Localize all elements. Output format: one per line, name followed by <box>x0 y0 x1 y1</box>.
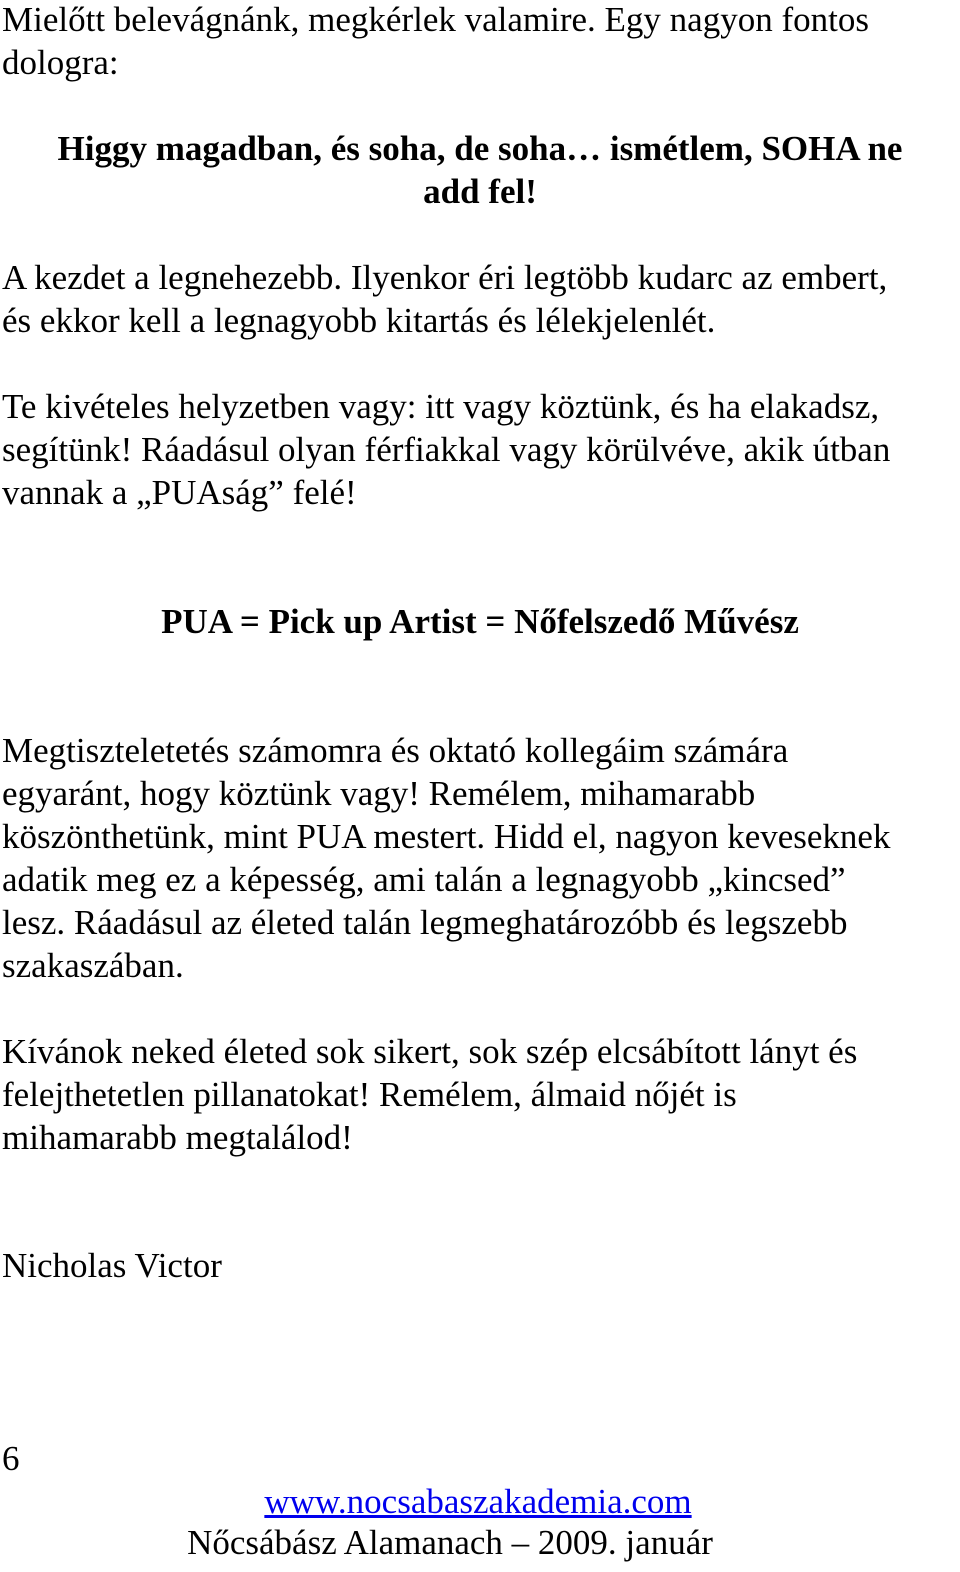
signature: Nicholas Victor <box>2 1246 222 1285</box>
page-number: 6 <box>2 1439 20 1478</box>
honor-line-2: egyaránt, hogy köztünk vagy! Remélem, mihamarabb <box>2 774 756 813</box>
start-line-2: és ekkor kell a legnagyobb kitartás és lélekjelenlét. <box>2 301 716 340</box>
wishes-line-2: felejthetetlen pillanatokat! Remélem, álmaid nőjét is <box>2 1075 737 1114</box>
intro-line-1: Mielőtt belevágnánk, megkérlek valamire. Egy nagyon fontos <box>2 0 869 39</box>
pua-definition: PUA = Pick up Artist = Nőfelszedő Művész <box>161 602 799 641</box>
wishes-line-1: Kívánok neked életed sok sikert, sok szép elcsábított lányt és <box>2 1032 858 1071</box>
motto-line-1: Higgy magadban, és soha, de soha… ismétlem, SOHA ne <box>57 129 903 168</box>
website-link[interactable]: www.nocsabaszakademia.com <box>264 1482 692 1521</box>
start-line-1: A kezdet a legnehezebb. Ilyenkor éri legtöbb kudarc az embert, <box>2 258 888 297</box>
honor-line-1: Megtiszteletetés számomra és oktató kollegáim számára <box>2 731 789 770</box>
situation-line-2: segítünk! Ráadásul olyan férfiakkal vagy körülvéve, akik útban <box>2 430 891 469</box>
motto-line-2: add fel! <box>423 172 537 211</box>
situation-line-1: Te kivételes helyzetben vagy: itt vagy köztünk, és ha elakadsz, <box>2 387 880 426</box>
honor-line-5: lesz. Ráadásul az életed talán legmeghatározóbb és legszebb <box>2 903 848 942</box>
honor-line-4: adatik meg ez a képesség, ami talán a legnagyobb „kincsed” <box>2 860 846 899</box>
intro-line-2: dologra: <box>2 43 119 82</box>
footer-website-row <box>0 1480 958 1523</box>
footer-publication: Nőcsábász Alamanach – 2009. január <box>187 1523 713 1562</box>
wishes-line-3: mihamarabb megtalálod! <box>2 1118 353 1157</box>
honor-line-6: szakaszában. <box>2 946 184 985</box>
honor-line-3: köszönthetünk, mint PUA mestert. Hidd el, nagyon keveseknek <box>2 817 891 856</box>
situation-line-3: vannak a „PUAság” felé! <box>2 473 357 512</box>
